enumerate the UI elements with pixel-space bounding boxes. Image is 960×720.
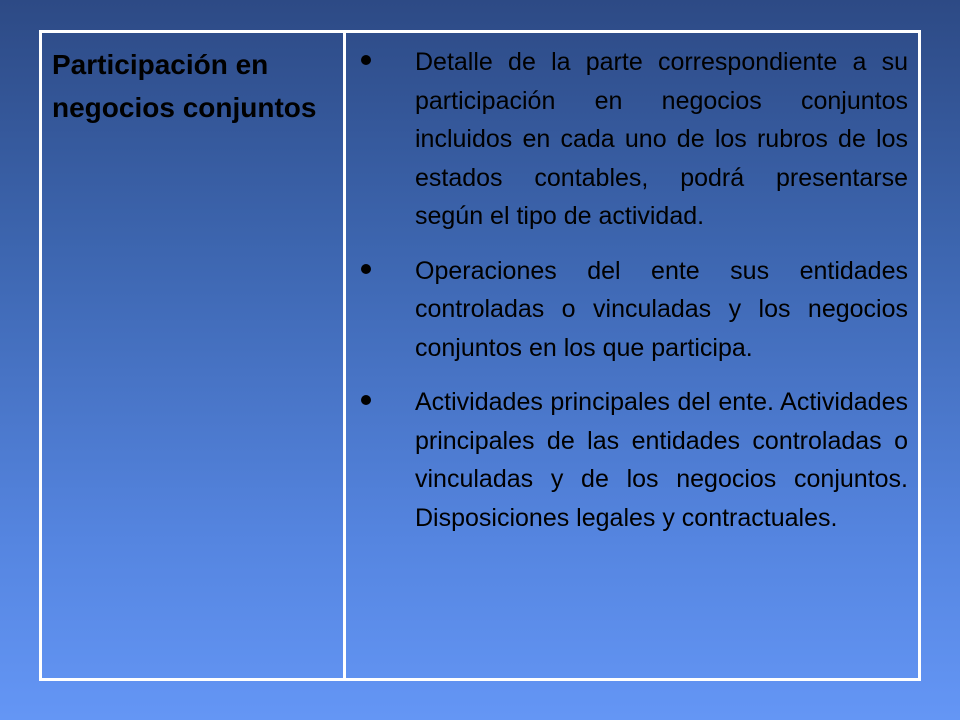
bullet-icon <box>358 383 415 537</box>
bullet-icon <box>358 252 415 368</box>
list-item <box>358 383 908 537</box>
content-table <box>39 30 921 681</box>
section-title: Participación en negocios conjuntos <box>52 49 317 123</box>
bullet-icon <box>358 43 415 236</box>
bullet-list <box>358 43 908 537</box>
list-item <box>358 252 908 368</box>
list-item-text: Actividades principales del ente. Actividades principales de las entidades controladas o vinculadas y de los negocios conjuntos. Disposiciones legales y contractuales. <box>415 388 908 532</box>
table-cell-details <box>346 33 918 678</box>
list-item <box>358 43 908 236</box>
table-cell-heading <box>42 33 346 678</box>
list-item-text: Detalle de la parte correspondiente a su participación en negocios conjuntos incluidos en cada uno de los rubros de los estados contables, podrá presentarse según el tipo de actividad. <box>415 48 908 230</box>
list-item-text: Operaciones del ente sus entidades controladas o vinculadas y los negocios conjuntos en los que participa. <box>415 256 908 362</box>
